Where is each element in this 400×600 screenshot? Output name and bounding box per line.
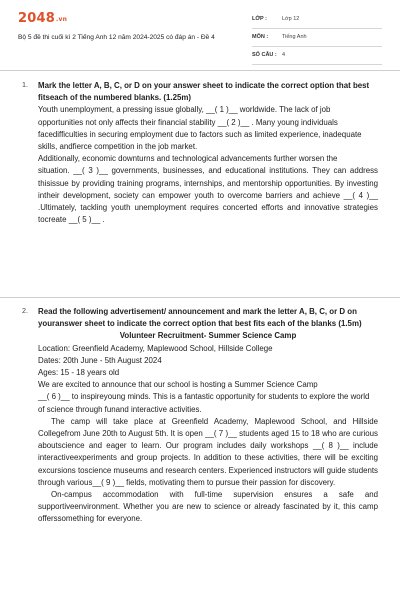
question-2 <box>22 306 382 600</box>
passage-line: situation. __( 3 )__ governments, businesses, and educational institutions. They can address thisissue by providing training programs, internships, and mentorship opportunities. By investing intheir development, society can empower youth to overcome barriers and achieve __( 4 )__ .Ultimately, tackling youth unemployment requires concerted efforts and innovative strategies tocreate __( 5 )__ . <box>38 166 378 225</box>
question-divider <box>0 297 400 298</box>
question-instruction: Mark the letter A, B, C, or D on your answer sheet to indicate the correct option that best fitseach of the numbered blanks. (1.25m) <box>38 81 370 103</box>
meta-value: Tiếng Anh <box>282 34 307 40</box>
advertisement-location: Location: Greenfield Academy, Maplewood School, Hillside College <box>38 343 273 353</box>
document-meta <box>252 14 382 68</box>
question-1 <box>22 80 382 290</box>
question-number: 1. <box>22 80 28 89</box>
meta-value: Lớp 12 <box>282 16 300 22</box>
question-body <box>38 306 378 526</box>
advertisement-ages: Ages: 15 - 18 years old <box>38 368 120 378</box>
passage-line: Youth unemployment, a pressing issue globally, __( 1 )__ worldwide. The lack of job <box>38 105 331 115</box>
advertisement-dates: Dates: 20th June - 5th August 2024 <box>38 355 162 365</box>
passage-line: facedifficulties in securing employment due to factors such as limited experience, inadequate skills, andfierce competition in the job market. <box>38 129 362 152</box>
meta-row-count <box>252 50 382 65</box>
document-title: Bộ 5 đề thi cuối kì 2 Tiếng Anh 12 năm 2024-2025 có đáp án - Đề 4 <box>18 34 215 41</box>
meta-key: SỐ CÂU : <box>252 52 277 58</box>
meta-key: LỚP : <box>252 16 267 22</box>
meta-row-class <box>252 14 382 29</box>
passage-paragraph: On-campus accommodation with full-time supervision ensures a safe and supportiveenvironment. Whether you are new to science or already fascinated by it, this camp offerssomething for everyone. <box>38 490 378 524</box>
passage-line: We are excited to announce that our school is hosting a Summer Science Camp <box>38 380 318 390</box>
header-divider <box>0 70 400 71</box>
question-instruction: Read the following advertisement/ announcement and mark the letter A, B, C, or D on youranswer sheet to indicate the correct option that best fits each of the blanks (1.5m) <box>38 307 362 329</box>
logo-tld: .vn <box>55 16 68 23</box>
passage-line: of science through funand interactive activities. <box>38 404 202 414</box>
document-header <box>0 0 400 70</box>
advertisement-title: Volunteer Recruitment- Summer Science Camp <box>119 331 297 341</box>
meta-key: MÔN : <box>252 34 269 40</box>
meta-value: 4 <box>282 52 286 58</box>
passage-line: __( 6 )__ to inspireyoung minds. This is a fantastic opportunity for students to explore the world <box>38 392 370 402</box>
passage-paragraph: The camp will take place at Greenfield Academy, Maplewood School, and Hillside Collegefrom June 20th to August 5th. It is open __( 7 )__ students aged 15 to 18 who are curious aboutscience and eager to learn. Our program includes daily workshops __( 8 )__ include interactiveexperiments and group projects. In addition to these activities, there will be exciting excursions toscience museums and research centers. Experienced instructors will guide students through various__( 9 )__ fields, motivating them to pursue their passion for discovery. <box>38 416 378 487</box>
site-logo[interactable] <box>18 11 67 26</box>
passage-line: Additionally, economic downturns and technological advancements further worsen the <box>38 154 338 164</box>
logo-text: 2048 <box>18 11 55 26</box>
question-number: 2. <box>22 306 28 315</box>
question-body <box>38 80 378 226</box>
passage-line: opportunities not only affects their financial stability __( 2 )__ . Many young individuals <box>38 117 338 127</box>
meta-row-subject <box>252 32 382 47</box>
